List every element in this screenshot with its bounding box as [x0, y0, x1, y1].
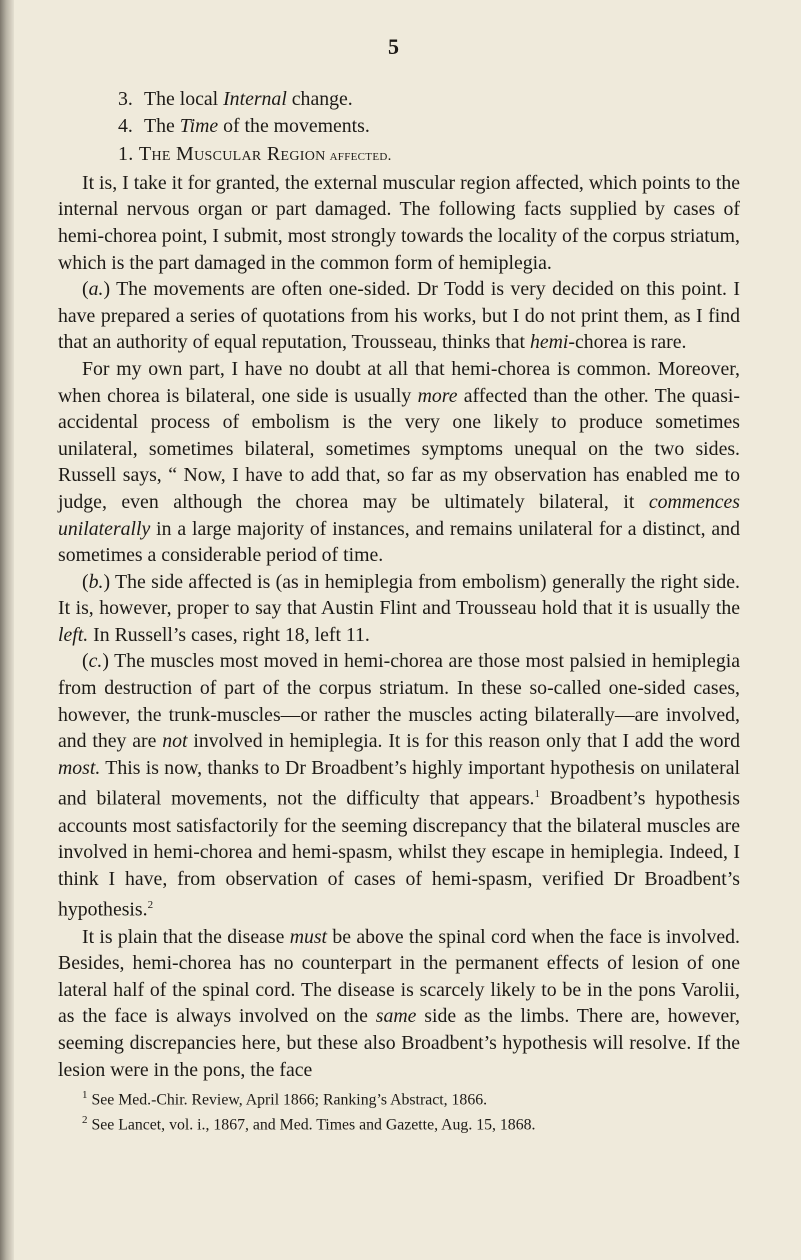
paragraph-spinal-cord: It is plain that the disease must be above the spinal cord when the face is involved. Besides, hemi-chorea has no counterpart in the permanent effects of lesion of one lateral half of the spinal cord. The disease is scarcely likely to be in the pons Varolii, as the face is always involved on the same side as the limbs. There are, however, seeming discrepancies here, but these also Broadbent’s hypothesis will resolve. If the lesion were in the pons, the face	[58, 925, 740, 1081]
list-emphasis: Internal	[223, 88, 287, 110]
footnote-ref-2: 2	[147, 899, 154, 912]
paragraph-own-part: For my own part, I have no doubt at all that hemi-chorea is common. Moreover, when chorea is bilateral, one side is usually more affected than the other. The quasi-accidental process of embolism is the very one likely to produce sometimes unilateral, sometimes bilateral, sometimes symptoms unequal on the two sides. Russell says, “ Now, I have to add that, so far as my observation has enabled me to judge, even although the chorea may be ultimately bilateral, it commences unilaterally in a large majority of instances, and remains unilateral for a distinct, and sometimes a considerable period of time.	[58, 357, 740, 567]
footnote-2	[58, 1110, 740, 1135]
page-number: 5	[388, 34, 399, 59]
footnote-1	[58, 1085, 740, 1110]
footnote-mark: 2	[82, 1114, 88, 1127]
list-text: The local	[144, 88, 224, 110]
section-heading	[58, 141, 740, 170]
paragraph-c: (c.) The muscles most moved in hemi-chorea are those most palsied in hemiplegia from destruction of part of the corpus striatum. In these so-called one-sided cases, however, the trunk-muscles—or rather the muscles acting bilaterally—are involved, and they are not involved in hemiplegia. It is for this reason only that I add the word most. This is now, thanks to Dr Broadbent’s highly important hypothesis on unilateral and bilateral movements, not the difficulty that appears.$^1$ Broadbent’s hypothesis accounts most satisfactorily for the seeming discrepancy that the bilateral muscles are involved in hemi-chorea and hemi-spasm, whilst they escape in hemiplegia. Indeed, I think I have, from observation of cases of hemi-spasm, verified Dr Broadbent’s hypothesis.$^2$	[58, 650, 740, 921]
footnotes	[58, 1085, 740, 1136]
heading-number: 1.	[118, 143, 134, 166]
list-text: The	[144, 114, 180, 137]
footnote-mark: 1	[82, 1089, 88, 1102]
heading-subtitle: affected.	[325, 148, 392, 165]
list-number: 3.	[118, 88, 133, 110]
list-item-4	[58, 113, 740, 140]
list-text: change.	[286, 88, 353, 110]
heading-title: The Muscular Region	[138, 143, 326, 166]
footnote-ref-1: 1	[534, 788, 540, 801]
paragraph-b: (b.) The side affected is (as in hemiplegia from embolism) generally the right side. It is, however, proper to say that Austin Flint and Trousseau hold that it is usually the left. In Russell’s cases, right 18, left 11.	[58, 570, 740, 646]
page-body	[58, 86, 740, 1136]
paragraph-intro: It is, I take it for granted, the external muscular region affected, which points to the internal nervous organ or part damaged. The following facts supplied by cases of hemi-chorea point, I submit, most strongly towards the locality of the corpus striatum, which is the part damaged in the common form of hemiplegia.	[58, 171, 740, 274]
list-emphasis: Time	[179, 114, 219, 137]
list-number: 4.	[118, 114, 133, 137]
paragraph-a: (a.) The movements are often one-sided. Dr Todd is very decided on this point. I have prepared a series of quotations from his works, but I do not print them, as I find that an authority of equal reputation, Trousseau, thinks that hemi-chorea is rare.	[58, 278, 740, 354]
footnote-text: See Med.-Chir. Review, April 1866; Ranking’s Abstract, 1866.	[87, 1091, 488, 1109]
list-item-3	[58, 86, 740, 113]
book-binding-shadow	[0, 0, 14, 1260]
list-text: of the movements.	[218, 114, 370, 137]
footnote-text: See Lancet, vol. i., 1867, and Med. Times and Gazette, Aug. 15, 1868.	[87, 1116, 536, 1134]
